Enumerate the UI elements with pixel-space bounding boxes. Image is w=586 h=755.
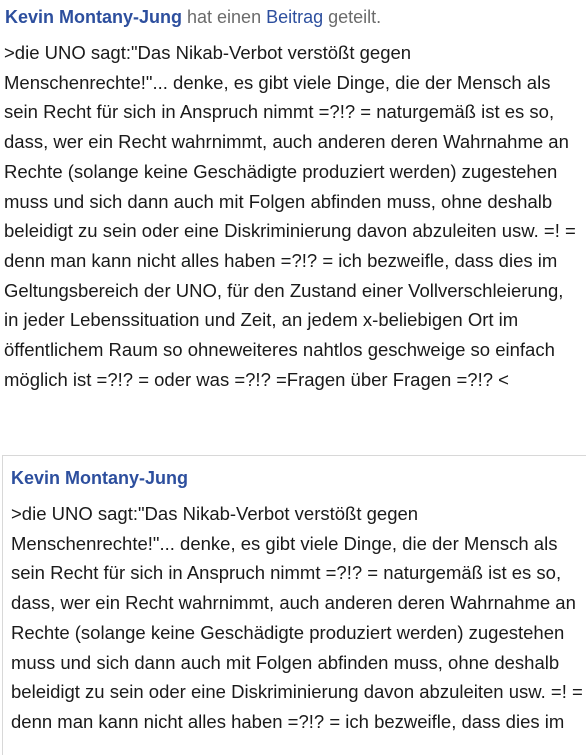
shared-post-card[interactable] [2,455,586,755]
post-body-text: >die UNO sagt:"Das Nikab-Verbot verstößt gegen Menschenrechte!"... denke, es gibt viele Dinge, die der Mensch als sein Recht für sich in Anspruch nimmt =?!? = naturgemäß ist es so, dass, wer ein Recht wahrnimmt, auch anderen deren Wahrnahme an Rechte (solange keine Geschädigte produziert werden) zugestehen muss und sich dann auch mit Folgen abfinden muss, ohne deshalb beleidigt zu sein oder eine Diskriminierung davon abzuleiten usw. =! = denn man kann nicht alles haben =?!? = ich bezweifle, dass dies im Geltungsbereich der UNO, für den Zustand einer Vollverschleierung, in jeder Lebenssituation und Zeit, an jedem x-beliebigen Ort im öffentlichem Raum so ohneweiteres nahtlos geschweige so einfach möglich ist =?!? = oder was =?!? =Fragen über Fragen =?!? < [4,42,576,390]
shared-post-link[interactable]: Beitrag [266,7,324,27]
post-action-prefix: hat einen [182,7,267,27]
post-author-link[interactable]: Kevin Montany-Jung [5,7,183,27]
shared-post-author-link[interactable]: Kevin Montany-Jung [11,468,189,488]
shared-post-body-text: >die UNO sagt:"Das Nikab-Verbot verstößt gegen Menschenrechte!"... denke, es gibt viele Dinge, die der Mensch als sein Recht für sich in Anspruch nimmt =?!? = naturgemäß ist es so, dass, wer ein Recht wahrnimmt, auch anderen deren Wahrnahme an Rechte (solange keine Geschädigte produziert werden) zugestehen muss und sich dann auch mit Folgen abfinden muss, ohne deshalb beleidigt zu sein oder eine Diskriminierung davon abzuleiten usw. =! = denn man kann nicht alles haben =?!? = ich bezweifle, dass dies im [11,503,583,732]
post-action-suffix: geteilt. [323,7,382,27]
post-header [0,0,586,28]
